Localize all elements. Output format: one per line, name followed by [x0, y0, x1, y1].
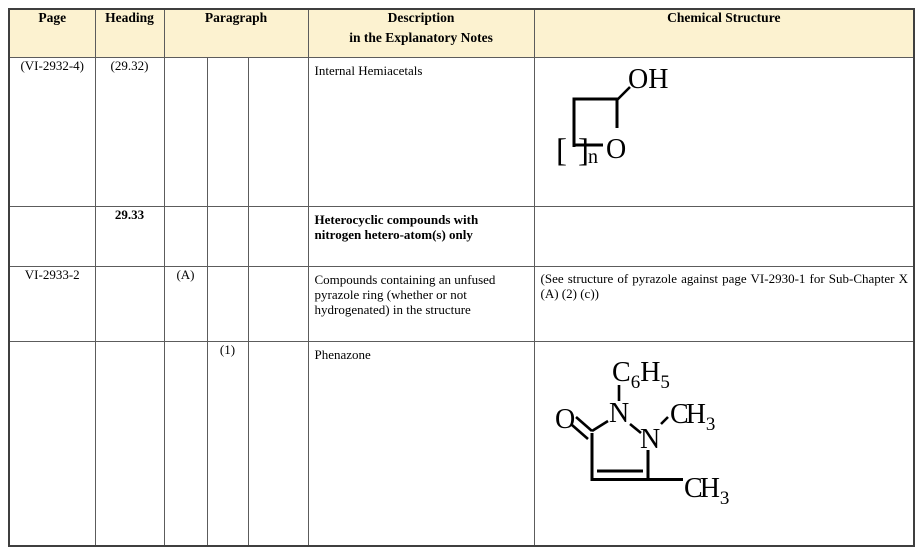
cell-para2-r2: [207, 206, 248, 266]
cell-description-r4: [308, 341, 534, 546]
cell-para2-r3: [207, 266, 248, 341]
cell-chemical-r2: [534, 206, 914, 266]
description-header-line1: Description: [387, 10, 455, 25]
column-header-heading: Heading: [95, 9, 164, 57]
description-text: Internal Hemiacetals: [314, 62, 423, 78]
cell-para3-r2: [248, 206, 308, 266]
cell-chemical-r1: [534, 57, 914, 206]
methyl-lower-label: $CH_3$: [683, 472, 729, 509]
n-subscript-label: n: [587, 145, 598, 168]
cell-page-r2: [9, 206, 95, 266]
methyl-upper-label: $CH_3$: [669, 398, 715, 435]
description-header-line2: in the Explanatory Notes: [349, 30, 493, 45]
column-header-paragraph: Paragraph: [164, 9, 308, 57]
column-header-chemical-structure: Chemical Structure: [534, 9, 914, 57]
cell-para1-r2: [164, 206, 207, 266]
cell-page-r4: [9, 341, 95, 546]
cell-chemical-r3: [534, 266, 914, 341]
cell-para3-r1: [248, 57, 308, 206]
cell-para2-r1: [207, 57, 248, 206]
cell-heading-r4: [95, 341, 164, 546]
cell-page-r1: (VI-2932-4): [9, 57, 95, 206]
table-header-row: [9, 9, 914, 57]
column-header-page: Page: [9, 9, 95, 57]
nitrogen-right-label: N: [639, 423, 660, 455]
cell-para1-r1: [164, 57, 207, 206]
explanatory-notes-table: [8, 8, 915, 547]
cell-para3-r3: [248, 266, 308, 341]
phenazone-structure-diagram: [546, 351, 736, 516]
cell-heading-r1: (29.32): [95, 57, 164, 206]
table-row: [9, 266, 914, 341]
oh-label: OH: [627, 63, 668, 95]
cell-heading-r2: 29.33: [95, 206, 164, 266]
description-text: Phenazone: [314, 346, 371, 362]
table-row: [9, 206, 914, 266]
description-text: Heterocyclic compounds with nitrogen hetero-atom(s) only: [314, 211, 479, 242]
cell-description-r3: [308, 266, 534, 341]
carbonyl-oxygen-label: O: [554, 403, 575, 435]
chemical-reference-note: (See structure of pyrazole against page VI-2930-1 for Sub-Chapter X (A) (2) (c)): [540, 270, 909, 301]
nitrogen-top-label: N: [608, 397, 629, 429]
cell-heading-r3: [95, 266, 164, 341]
ring-oxygen-label: O: [605, 133, 626, 165]
cell-description-r1: [308, 57, 534, 206]
cell-para1-r4: [164, 341, 207, 546]
cell-description-r2: [308, 206, 534, 266]
column-header-description: [308, 9, 534, 57]
cell-para3-r4: [248, 341, 308, 546]
cell-para2-r4: (1): [207, 341, 248, 546]
table-row: [9, 341, 914, 546]
hemiacetal-structure-diagram: [545, 61, 695, 181]
cell-chemical-r4: [534, 341, 914, 546]
phenyl-label: $C_6H_5$: [611, 356, 670, 393]
cell-page-r3: VI-2933-2: [9, 266, 95, 341]
bracket-open-label: [: [555, 132, 567, 169]
table-row: [9, 57, 914, 206]
cell-para1-r3: (A): [164, 266, 207, 341]
bracket-close-label: ]: [577, 132, 589, 169]
description-text: Compounds containing an unfused pyrazole ring (whether or not hydrogenated) in the structure: [314, 271, 496, 317]
